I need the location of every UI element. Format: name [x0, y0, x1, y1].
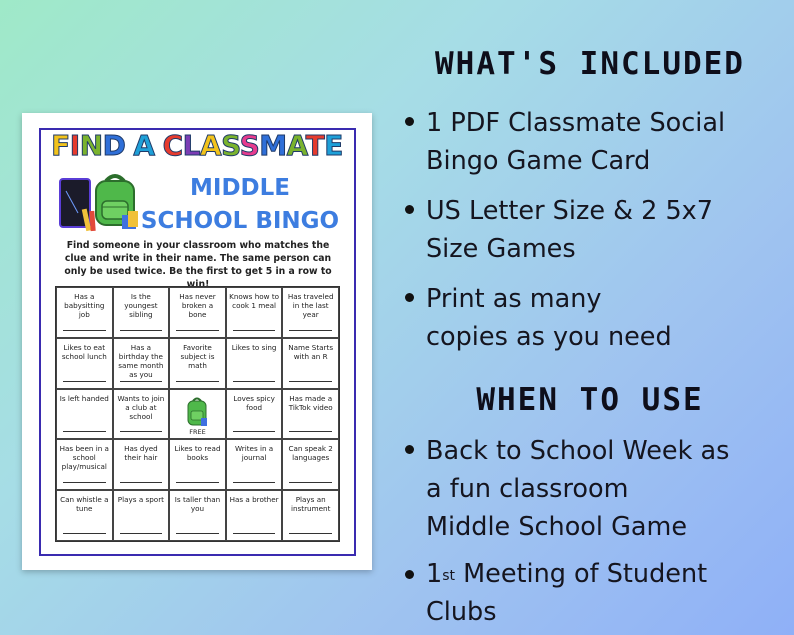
cell-clue: Writes in a journal: [234, 444, 274, 463]
name-write-line: [176, 533, 219, 534]
name-write-line: [120, 431, 163, 432]
when-to-use-heading: WHEN TO USE: [476, 382, 704, 418]
bullet-dot: [405, 205, 414, 214]
bingo-cell[interactable]: [282, 338, 339, 389]
cell-clue: Favorite subject is math: [180, 342, 215, 370]
name-write-line: [289, 482, 332, 483]
cell-clue: Is the youngest sibling: [124, 292, 158, 319]
bullet-text-line-1: Meeting of Student: [455, 559, 708, 589]
bullet-text-line-2: Clubs: [426, 597, 497, 627]
bullet-text: 1 PDF Classmate Social Bingo Game Card: [426, 108, 726, 176]
bingo-card: [22, 113, 372, 570]
bingo-cell[interactable]: [56, 389, 113, 440]
title-letter: S: [239, 129, 260, 162]
card-title: [22, 131, 372, 161]
bingo-cell[interactable]: [226, 439, 283, 490]
cell-clue: Name Starts with an R: [288, 342, 334, 361]
bullet-text: Print as many copies as you need: [426, 284, 672, 352]
title-letter: M: [259, 129, 287, 162]
subtitle-line-2: SCHOOL BINGO: [140, 208, 340, 234]
bullet-pdf: [405, 104, 790, 180]
cell-clue: Wants to join a club at school: [117, 393, 165, 421]
bingo-cell[interactable]: [169, 439, 226, 490]
name-write-line: [176, 381, 219, 382]
free-space-cell[interactable]: [169, 389, 226, 440]
name-write-line: [289, 533, 332, 534]
name-write-line: [233, 330, 276, 331]
bullet-dot: [405, 445, 414, 454]
bullet-text: [426, 555, 790, 631]
name-write-line: [176, 330, 219, 331]
bingo-cell[interactable]: [226, 490, 283, 541]
bingo-cell[interactable]: [226, 287, 283, 338]
title-letter: A: [286, 129, 306, 162]
cell-clue: Has dyed their hair: [124, 444, 158, 463]
cell-clue: Has made a TikTok video: [288, 393, 333, 412]
bullet-print: [405, 280, 790, 356]
bullet-dot: [405, 117, 414, 126]
cell-clue: Is left handed: [59, 393, 109, 403]
cell-clue: Can whistle a tune: [60, 495, 109, 514]
bingo-cell[interactable]: [56, 439, 113, 490]
cell-clue: Plays an instrument: [290, 495, 331, 514]
subtitle-line-1: MIDDLE: [190, 175, 290, 201]
name-write-line: [63, 431, 106, 432]
name-write-line: [289, 431, 332, 432]
bingo-cell[interactable]: [56, 287, 113, 338]
bullet-size: [405, 192, 790, 268]
name-write-line: [120, 381, 163, 382]
name-write-line: [63, 381, 106, 382]
title-letter: C: [162, 129, 183, 162]
cell-clue: Loves spicy food: [233, 393, 275, 412]
name-write-line: [63, 533, 106, 534]
bullet-student-clubs: [405, 555, 790, 631]
cell-clue: Has a birthday the same month as you: [118, 342, 164, 379]
name-write-line: [120, 482, 163, 483]
name-write-line: [233, 533, 276, 534]
name-write-line: [233, 431, 276, 432]
free-label: FREE: [189, 427, 206, 436]
name-write-line: [63, 482, 106, 483]
bingo-cell[interactable]: [113, 490, 170, 541]
name-write-line: [120, 330, 163, 331]
cell-clue: Has a babysitting job: [64, 292, 105, 319]
bingo-cell[interactable]: [226, 338, 283, 389]
cell-clue: Is taller than you: [174, 495, 221, 514]
title-letter: E: [324, 129, 343, 162]
cell-clue: Has never broken a bone: [179, 292, 216, 319]
title-letter: S: [221, 129, 240, 162]
title-letter: F: [51, 129, 70, 162]
name-write-line: [120, 533, 163, 534]
bingo-cell[interactable]: [282, 389, 339, 440]
cell-clue: Plays a sport: [117, 495, 164, 505]
bingo-cell[interactable]: [282, 439, 339, 490]
bullet-text: Back to School Week as a fun classroom Middle School Game: [426, 436, 730, 542]
ordinal-number: 1: [426, 559, 443, 589]
bullet-text: US Letter Size & 2 5x7 Size Games: [426, 196, 713, 264]
whats-included-heading: WHAT'S INCLUDED: [435, 46, 745, 82]
title-letter: A: [199, 129, 222, 162]
cell-clue: Has a brother: [229, 495, 279, 505]
bingo-cell[interactable]: [282, 490, 339, 541]
bingo-cell[interactable]: [226, 389, 283, 440]
title-letter: L: [182, 129, 200, 162]
bullet-dot: [405, 293, 414, 302]
cell-clue: Can speak 2 languages: [288, 444, 333, 463]
bingo-cell[interactable]: [113, 287, 170, 338]
title-letter: I: [69, 129, 80, 162]
bingo-cell[interactable]: [56, 338, 113, 389]
name-write-line: [63, 330, 106, 331]
name-write-line: [233, 482, 276, 483]
bingo-cell[interactable]: [113, 389, 170, 440]
cell-clue: Knows how to cook 1 meal: [229, 292, 280, 310]
bingo-grid: [55, 286, 340, 542]
bingo-cell[interactable]: [113, 338, 170, 389]
cell-clue: Likes to eat school lunch: [61, 342, 107, 361]
backpack-icon: [88, 171, 142, 231]
title-letter: T: [305, 129, 325, 162]
cell-clue: Likes to sing: [231, 342, 277, 352]
bingo-cell[interactable]: [56, 490, 113, 541]
title-letter: D: [102, 129, 126, 162]
name-write-line: [233, 381, 276, 382]
cell-clue: Has been in a school play/musical: [59, 444, 109, 472]
cell-clue: Has traveled in the last year: [287, 292, 334, 319]
instructions-text: Find someone in your classroom who matches the clue and write in their name. The same person can only be used twice. Be the first to get 5 in a row to win!: [64, 240, 332, 290]
name-write-line: [289, 381, 332, 382]
ordinal-suffix: st: [442, 568, 456, 584]
bingo-cell[interactable]: [169, 490, 226, 541]
name-write-line: [176, 482, 219, 483]
name-write-line: [289, 330, 332, 331]
backpack-icon: [185, 396, 209, 428]
bingo-cell[interactable]: [282, 287, 339, 338]
title-letter: N: [79, 129, 103, 162]
bingo-cell[interactable]: [113, 439, 170, 490]
bingo-cell[interactable]: [169, 287, 226, 338]
title-letter: A: [133, 129, 155, 162]
bullet-back-to-school: [405, 432, 790, 546]
cell-clue: Likes to read books: [174, 444, 221, 463]
bullet-dot: [405, 570, 414, 579]
bingo-cell[interactable]: [169, 338, 226, 389]
